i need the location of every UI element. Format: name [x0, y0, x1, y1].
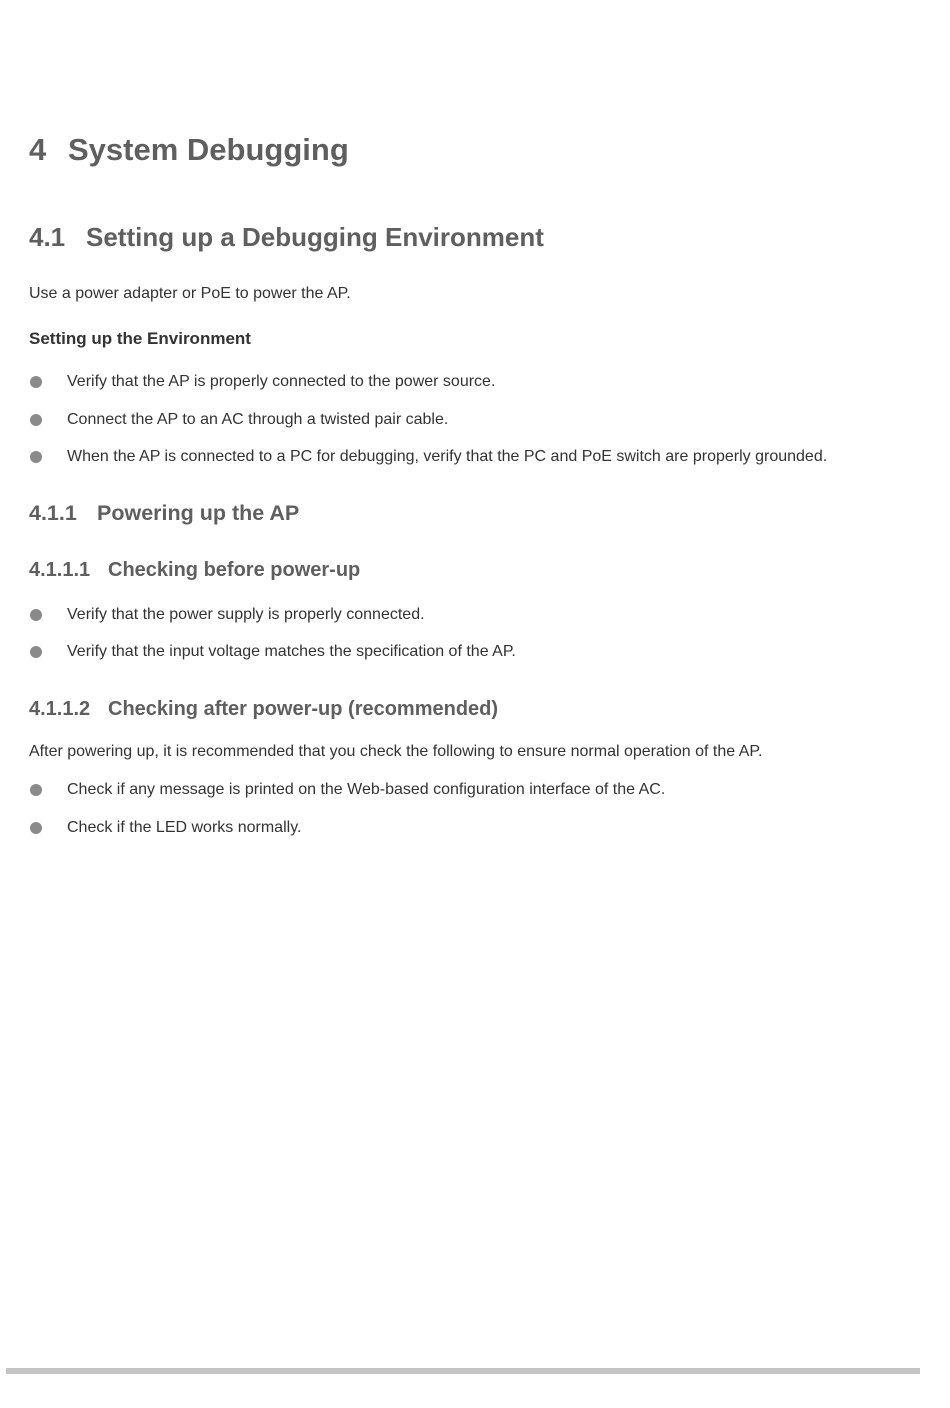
setup-subheading: Setting up the Environment: [29, 329, 251, 348]
footer-divider: [6, 1368, 920, 1374]
section-number: 4.1: [29, 222, 66, 252]
bullet-dot-icon: [30, 822, 42, 834]
after-intro-paragraph: After powering up, it is recommended that you check the following to ensure normal operation of the AP.: [29, 743, 763, 760]
bullet-text: When the AP is connected to a PC for debugging, verify that the PC and PoE switch are properly grounded.: [67, 448, 828, 465]
section-title: Setting up a Debugging Environment: [86, 222, 544, 252]
bullet-dot-icon: [30, 784, 42, 796]
bullet-dot-icon: [30, 376, 42, 388]
bullet-text: Verify that the input voltage matches the specification of the AP.: [67, 643, 516, 660]
section-heading: [29, 222, 544, 253]
subsection-title: Powering up the AP: [97, 501, 300, 525]
intro-paragraph: Use a power adapter or PoE to power the AP.: [29, 285, 351, 302]
bullet-dot-icon: [30, 414, 42, 426]
bullet-text: Connect the AP to an AC through a twisted pair cable.: [67, 411, 449, 428]
bullet-dot-icon: [30, 451, 42, 463]
chapter-number: 4: [29, 132, 47, 167]
subsubsection-heading: [29, 698, 498, 721]
subsubsection-number: 4.1.1.1: [29, 559, 91, 581]
subsubsection-heading: [29, 559, 360, 582]
bullet-text: Check if any message is printed on the Web-based configuration interface of the AC.: [67, 781, 666, 798]
bullet-text: Verify that the AP is properly connected to the power source.: [67, 373, 496, 390]
bullet-dot-icon: [30, 609, 42, 621]
chapter-heading: [29, 132, 349, 168]
subsubsection-number: 4.1.1.2: [29, 698, 91, 720]
bullet-text: Verify that the power supply is properly connected.: [67, 606, 425, 623]
subsubsection-title: Checking before power-up: [108, 559, 361, 581]
subsection-heading: [29, 501, 299, 526]
chapter-title: System Debugging: [68, 132, 349, 167]
bullet-dot-icon: [30, 646, 42, 658]
bullet-text: Check if the LED works normally.: [67, 819, 302, 836]
subsection-number: 4.1.1: [29, 501, 77, 525]
subsubsection-title: Checking after power-up (recommended): [108, 698, 499, 720]
